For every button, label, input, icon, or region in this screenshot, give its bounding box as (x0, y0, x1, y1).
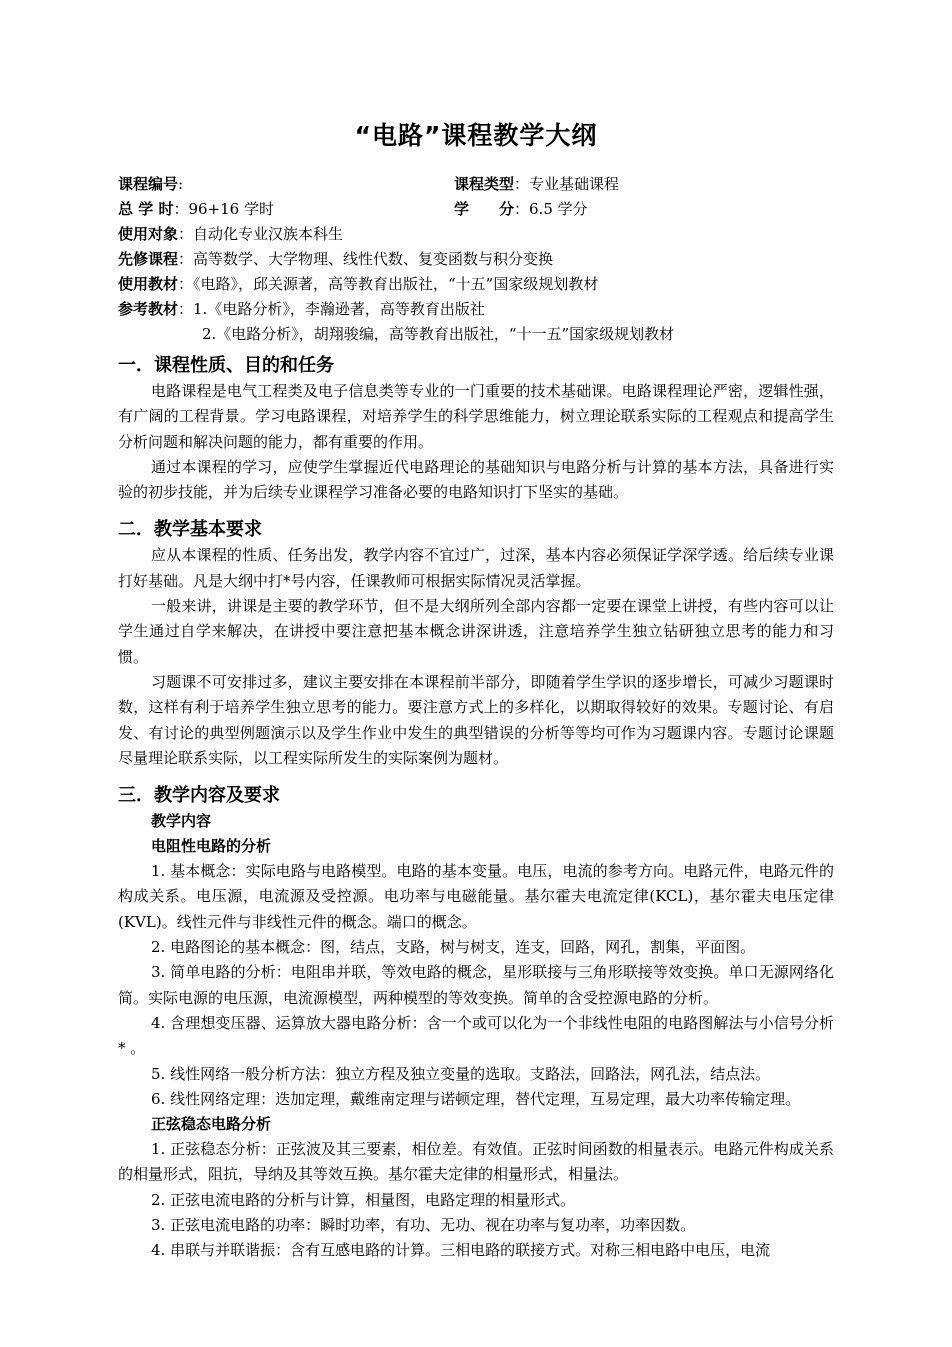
credits-label: 学 分 (454, 200, 515, 218)
section-2-paragraph-2: 一般来讲，讲课是主要的教学环节，但不是大纲所列全部内容都一定要在课堂上讲授，有些内容可以让学生通过自学来解决，在讲授中要注意把基本概念讲深讲透，注意培养学生独立钻研独立思考的能力和习惯。 (118, 597, 834, 666)
document-title: “电路”课程教学大纲 (354, 121, 598, 150)
subhead-sinusoidal-steady-state: 正弦稳态电路分析 (151, 1115, 272, 1134)
resistive-item-5: 5. 线性网络一般分析方法：独立方程及独立变量的选取。支路法，回路法，网孔法，结点法。 (151, 1064, 771, 1083)
hours-label: 总 学 时 (118, 200, 174, 218)
audience-value: ：自动化专业汉族本科生 (178, 225, 344, 243)
textbook-label: 使用教材 (118, 275, 179, 293)
credits (454, 197, 588, 222)
course-type-value: ：专业基础课程 (514, 175, 620, 193)
section-2-paragraph-3: 习题课不可安排过多，建议主要安排在本课程前半部分，即随着学生学识的逐步增长，可减少习题课时数，这样有利于培养学生独立思考的能力。要注意方式上的多样化，以期取得较好的效果。专题讨论、有启发、有讨论的典型例题演示以及学生作业中发生的典型错误的分析等等均可作为习题课内容。专题讨论课题尽量理论联系实际，以工程实际所发生的实际案例为题材。 (118, 672, 834, 767)
resistive-item-4: 4. 含理想变压器、运算放大器电路分析：含一个或可以化为一个非线性电阻的电路图解法与小信号分析* 。 (118, 1013, 834, 1058)
meta-row-prereq (118, 247, 834, 272)
sinusoidal-item-3: 3. 正弦电流电路的功率：瞬时功率，有功、无功、视在功率与复功率，功率因数。 (151, 1216, 696, 1235)
sinusoidal-item-4: 4. 串联与并联谐振：含有互感电路的计算。三相电路的联接方式。对称三相电路中电压，电流 (151, 1241, 771, 1260)
document-body (118, 172, 834, 1264)
meta-row-audience (118, 222, 834, 247)
section-1-heading: 一．课程性质、目的和任务 (118, 355, 334, 376)
meta-row-refs (118, 297, 834, 322)
resistive-item-2: 2. 电路图论的基本概念：图，结点，支路，树与树支，连支，回路，网孔，割集，平面图。 (151, 938, 756, 957)
section-3-heading: 三．教学内容及要求 (118, 785, 280, 807)
meta-row-refs-2 (118, 322, 834, 347)
section-2-paragraph-1: 应从本课程的性质、任务出发，教学内容不宜过广，过深，基本内容必须保证学深学透。给后续专业课打好基础。凡是大纲中打*号内容，任课教师可根据实际情况灵活掌握。 (118, 546, 834, 590)
refs-label: 参考教材 (118, 300, 179, 318)
refs-item-2: 2.《电路分析》，胡翔骏编，高等教育出版社，“十一五”国家级规划教材 (202, 325, 675, 343)
sinusoidal-item-2: 2. 正弦电流电路的分析与计算，相量图，电路定理的相量形式。 (151, 1190, 576, 1209)
resistive-item-1: 1. 基本概念：实际电路与电路模型。电路的基本变量。电压，电流的参考方向。电路元件，电路元件的构成关系。电压源，电流源及受控源。电功率与电磁能量。基尔霍夫电流定律(KCL)，基尔霍夫电压定律(KVL)。线性元件与非线性元件的概念。端口的概念。 (118, 862, 834, 931)
subhead-teaching-content: 教学内容 (151, 812, 212, 831)
resistive-item-6: 6. 线性网络定理：迭加定理，戴维南定理与诺顿定理，替代定理，互易定理，最大功率传输定理。 (151, 1089, 801, 1108)
course-type (454, 172, 619, 197)
hours-value: ：96+16 学时 (173, 200, 274, 218)
section-1-paragraph-1: 电路课程是电气工程类及电子信息类等专业的一门重要的技术基础课。电路课程理论严密，逻辑性强，有广阔的工程背景。学习电路课程，对培养学生的科学思维能力，树立理论联系实际的工程观点和提高学生分析问题和解决问题的能力，都有重要的作用。 (118, 382, 834, 451)
prereq-value: ：高等数学、大学物理、线性代数、复变函数与积分变换 (178, 250, 554, 268)
sinusoidal-item-1: 1. 正弦稳态分析：正弦波及其三要素，相位差。有效值。正弦时间函数的相量表示。电路元件构成关系的相量形式，阻抗，导纳及其等效互换。基尔霍夫定律的相量形式，相量法。 (118, 1140, 834, 1184)
prereq-label: 先修课程 (118, 250, 179, 268)
section-2-heading: 二．教学基本要求 (118, 519, 262, 541)
resistive-item-3: 3. 简单电路的分析：电阻串并联，等效电路的概念，星形联接与三角形联接等效变换。单口无源网络化简。实际电源的电压源，电流源模型，两种模型的等效变换。简单的含受控源电路的分析。 (118, 963, 834, 1007)
section-1-paragraph-2: 通过本课程的学习，应使学生掌握近代电路理论的基础知识与电路分析与计算的基本方法，具备进行实验的初步技能，并为后续专业课程学习准备必要的电路知识打下坚实的基础。 (118, 457, 834, 502)
meta-row-code-type (118, 172, 834, 197)
meta-row-textbook (118, 272, 834, 297)
course-code-value: : (178, 175, 184, 193)
credits-value: ：6.5 学分 (514, 200, 588, 218)
course-code-label: 课程编号 (118, 175, 179, 193)
meta-row-hours-credits (118, 197, 834, 222)
course-type-label: 课程类型 (454, 175, 515, 193)
subhead-resistive-circuits: 电阻性电路的分析 (151, 837, 272, 856)
refs-item-1: ：1.《电路分析》，李瀚逊著，高等教育出版社 (178, 300, 485, 318)
textbook-value: ：《电路》，邱关源著，高等教育出版社，“十五”国家级规划教材 (178, 275, 599, 293)
audience-label: 使用对象 (118, 225, 179, 243)
